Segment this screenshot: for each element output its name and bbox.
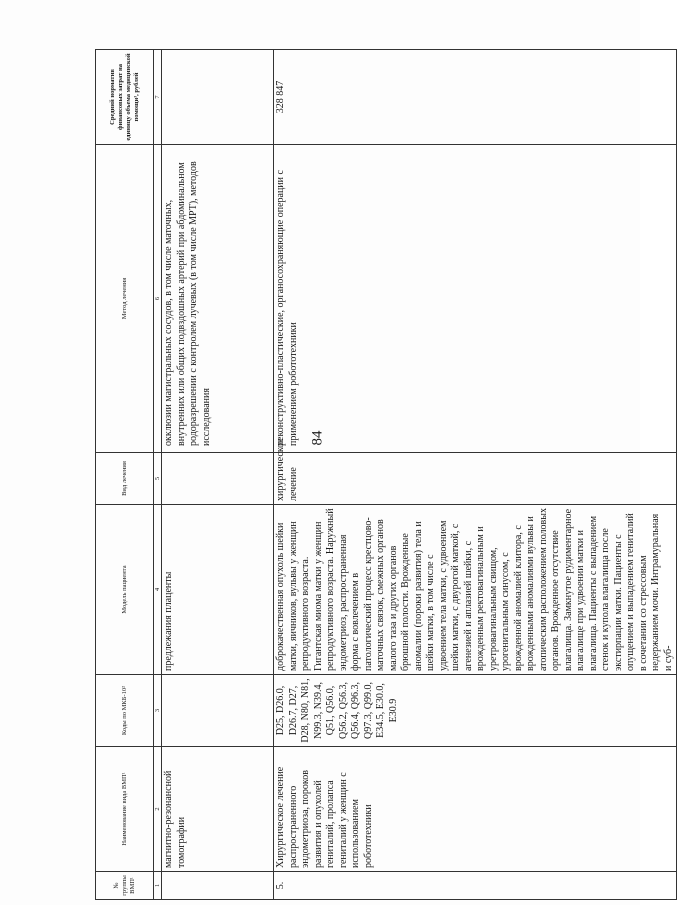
column-number: 7 — [154, 50, 162, 145]
cell-treatment-method: реконструктивно-пластические, органосохраняющие операции с применением робототехники — [274, 145, 677, 453]
table-row — [162, 50, 274, 900]
cell-treatment-type — [162, 453, 274, 505]
column-number: 2 — [154, 747, 162, 872]
column-number: 3 — [154, 675, 162, 747]
cell-icd-codes — [162, 675, 274, 747]
column-number: 5 — [154, 453, 162, 505]
rotated-table-frame — [95, 50, 674, 900]
cell-icd-codes: D25, D26.0, D26.7, D27, D28, N80, N81, N99.3, N39.4, Q51, Q56.0, Q56.2, Q56.3, Q56.4, Q96.3, Q97.3, Q99.0, E34.5, E30.0, E30.9 — [274, 675, 677, 747]
cell-group-number — [162, 872, 274, 900]
header-treatment-method: Метод лечения — [96, 145, 154, 453]
header-treatment-type: Вид лечения — [96, 453, 154, 505]
column-number: 4 — [154, 505, 162, 675]
table-row — [274, 50, 677, 900]
header-patient-model: Модель пациента — [96, 505, 154, 675]
header-group-number: № группы ВМП¹ — [96, 872, 154, 900]
cell-vmp-name: Хирургическое лечение распространенного эндометриоза, пороков развития и опухолей гениталий, пролапса гениталий у женщин с использованием робототехники — [274, 747, 677, 872]
column-numbers-row — [154, 50, 162, 900]
cell-patient-model: доброкачественная опухоль шейки матки, яичников, вульвы у женщин репродуктивного возраста. Гигантская миома матки у женщин репродуктивного возраста. Наружный эндометриоз, распространенная форма с вовлечением в патологический процесс крестцово-маточных связок, смежных органов малого таза и других органов брюшной полости. Врожденные аномалии (пороки развития) тела и шейки матки, в том числе с удвоением тела матки, с удвоением шейки матки, с двурогой маткой, с агенезией и аплазией шейки, с врожденным ректовагинальным и уретровагинальным свищом, урогенитальным синусом, с врожденной аномалией клитора, с врожденными аномалиями вульвы и атопическим расположением половых органов. Врожденное отсутствие влагалища. Замкнутое рудиментарное влагалище при удвоении матки и влагалища. Пациенты с выпадением стенок и купола влагалища после экстирпации матки. Пациенты с опущением и выпадением гениталий в сочетании со стрессовым недержанием мочи. Интрамуральная и суб- — [274, 505, 677, 675]
cell-cost-norm: 328 847 — [274, 50, 677, 145]
column-number: 6 — [154, 145, 162, 453]
column-number: 1 — [154, 872, 162, 900]
header-row — [96, 50, 154, 900]
cell-cost-norm — [162, 50, 274, 145]
page-number: 84 — [309, 430, 326, 446]
vmp-table — [95, 49, 677, 900]
cell-group-number: 5. — [274, 872, 677, 900]
cell-patient-model: предлежания плаценты — [162, 505, 274, 675]
cell-vmp-name: магнитно-резонансной томографии — [162, 747, 274, 872]
header-vmp-name: Наименование вида ВМП¹ — [96, 747, 154, 872]
cell-treatment-method: окклюзии магистральных сосудов, в том числе маточных, внутренних или общих подвздошных артерий при абдоминальном родоразрешении с контролем лучевых (в том числе МРТ), методов исследования — [162, 145, 274, 453]
cell-treatment-type: хирургическое лечение — [274, 453, 677, 505]
header-icd-codes: Коды по МКБ-10² — [96, 675, 154, 747]
header-cost-norm: Средний норматив финансовых затрат на единицу объема медицинской помощи³, рублей — [96, 50, 154, 145]
